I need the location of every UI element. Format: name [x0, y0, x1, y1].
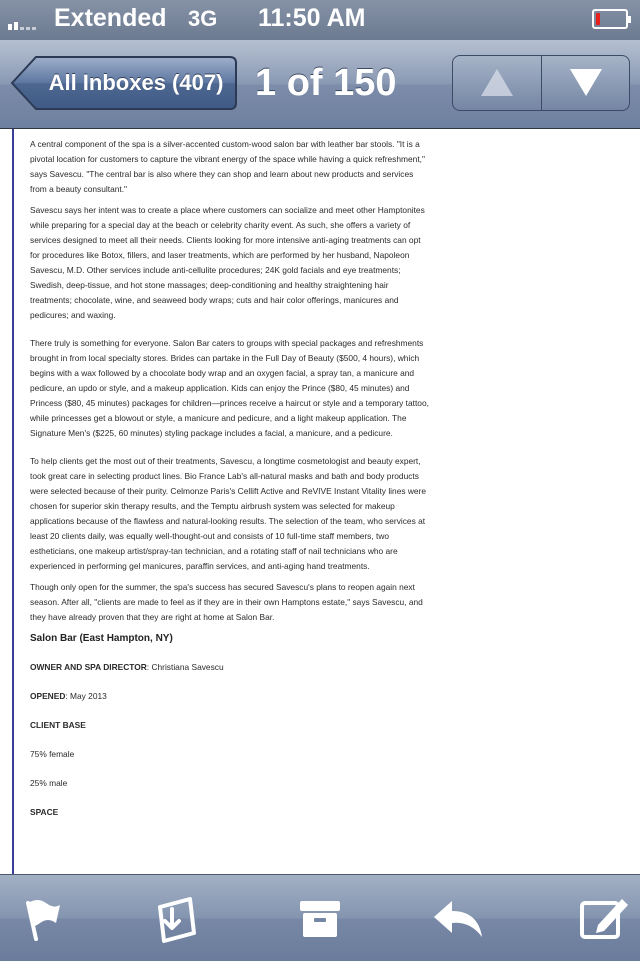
move-button[interactable]: [150, 893, 206, 943]
navigation-bar: [0, 40, 640, 129]
status-time: 11:50 AM: [258, 4, 366, 32]
client-male-value: 25% male: [30, 778, 68, 788]
article-content: [30, 137, 430, 834]
space-label: SPACE: [30, 807, 59, 817]
flag-button[interactable]: [16, 893, 72, 943]
reply-icon: [430, 893, 486, 943]
battery-icon: [592, 9, 628, 29]
previous-message-button[interactable]: [453, 56, 541, 110]
client-female-value: 75% female: [30, 749, 75, 759]
status-bar: [0, 0, 640, 40]
article-paragraph-4: To help clients get the most out of their treatments, Savescu, a longtime cosmetologist and beauty expert, took great care in selecting product lines. Bio France Lab's all-natural masks and bath and body products were selected because of their purity. Celmonze Paris's Cellift Active and ReVIVE Instant Vitality lines were chosen for superior skin therapy results, and the Temptu airbrush system was selected for makeup applications because of the flawless and natural-looking results. The selection of the team, who services at least 20 clients daily, was equally well-thought-out and consists of 10 full-time staff members, two estheticians, one makeup artist/spray-tan technician, and a rotating staff of nail technicians who are experienced in performing gel manicures, paraffin services, and anti-aging hand treatments.: [30, 456, 427, 571]
article-paragraph-3: There truly is something for everyone. Salon Bar caters to groups with special packages and refreshments brought in from local specialty stores. Brides can partake in the Full Day of Beauty ($500, 4 hours), which begins with a wax followed by a chocolate body wrap and an oxygen facial, a spray tan, a manicure and pedicure, an updo or style, and a makeup application. Kids can enjoy the Prince ($80, 45 minutes) and Princess ($80, 45 minutes) packages for children—princes receive a haircut or style and a temporary tattoo, while princesses get a blowout or style, a manicure and pedicure, and a light makeup application. The Signature Men's ($225, 60 minutes) styling package includes a facial, a manicure, and a pedicure.: [30, 338, 429, 438]
message-pager: [452, 55, 630, 111]
article-paragraph-1: A central component of the spa is a silver-accented custom-wood salon bar with leather bar stools. "It is a pivotal location for customers to capture the vibrant energy of the space while having a quick refreshment," says Savescu. "The central bar is also where they can shop and learn about new products and services from a beauty consultant.": [30, 139, 425, 194]
owner-label: OWNER AND SPA DIRECTOR: [30, 662, 147, 672]
signal-strength-icon: [8, 18, 36, 30]
triangle-up-icon: [453, 56, 541, 110]
opened-field: [30, 689, 430, 704]
compose-button[interactable]: [576, 893, 632, 943]
opened-label: OPENED: [30, 691, 66, 701]
battery-level: [596, 13, 600, 25]
archive-icon: [292, 893, 348, 943]
triangle-down-icon: [542, 56, 630, 110]
flag-icon: [16, 893, 72, 943]
network-type: 3G: [188, 6, 218, 31]
back-button[interactable]: [10, 55, 238, 111]
spa-name-heading: Salon Bar (East Hampton, NY): [30, 633, 173, 644]
message-position-title: 1 of 150: [255, 62, 397, 104]
next-message-button[interactable]: [542, 56, 630, 110]
bottom-toolbar: [0, 874, 640, 961]
back-button-label: All Inboxes (407): [48, 70, 224, 95]
article-paragraph-5: Though only open for the summer, the spa's success has secured Savescu's plans to reopen again next season. After all, "clients are made to feel as if they are in their own Hamptons estate," says Savescu, and they have already proven that they are right at home at Salon Bar.: [30, 582, 423, 622]
reply-button[interactable]: [430, 893, 486, 943]
move-to-folder-icon: [150, 893, 206, 943]
carrier-name: Extended: [54, 4, 167, 32]
compose-icon: [576, 893, 632, 943]
message-body[interactable]: [0, 129, 640, 874]
opened-value: : May 2013: [65, 691, 107, 701]
article-paragraph-2: Savescu says her intent was to create a place where customers can socialize and meet other Hamptonites while preparing for a special day at the beach or celebrity charity event. As such, she offers a variety of services designed to meet all their needs. Clients looking for more intensive anti-aging treatments can opt for procedures like Botox, fillers, and laser treatments, which are performed by her husband, Napoleon Savescu, M.D. Other services include anti-cellulite procedures; 24K gold facials and eye treatments; Swedish, deep-tissue, and hot stone massages; deep-conditioning and healthy straightening hair treatments; chocolate, wine, and seaweed body wraps; cuts and hair color offerings, manicures and pedicures; and waxing.: [30, 205, 425, 320]
archive-button[interactable]: [292, 893, 348, 943]
owner-field: [30, 660, 430, 675]
quote-rail: [12, 129, 14, 874]
client-base-label: CLIENT BASE: [30, 720, 86, 730]
owner-value: : Christiana Savescu: [146, 662, 224, 672]
